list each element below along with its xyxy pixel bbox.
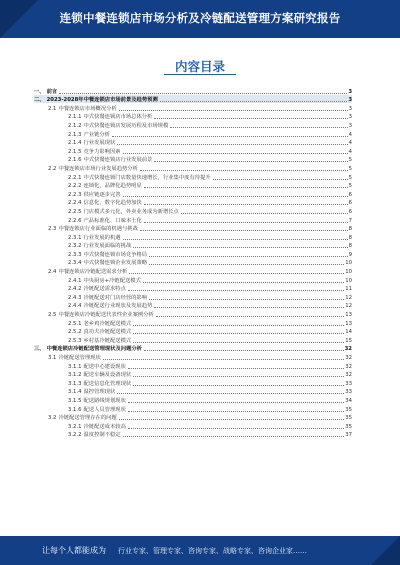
toc-entry[interactable] [34, 181, 352, 190]
toc-entry-title: 中式快餐连锁店市场总体分析 [83, 114, 153, 121]
toc-entry-title: 中餐连锁店冷链配送需求分析 [58, 269, 128, 276]
toc-entry-number: 2.1.4 [68, 140, 82, 147]
toc-entry-number: 3.1 [48, 355, 57, 361]
toc-entry-number: 2.5.3 [68, 337, 82, 344]
toc-entry-title: 产业链分析 [83, 131, 110, 138]
toc-entry-title: 信息化、数字化趋势加快 [83, 200, 142, 207]
toc-entry-number: 3.2.2 [68, 432, 82, 439]
footer-corner-decoration [371, 536, 400, 565]
toc-entry-page-number: 33 [345, 380, 352, 387]
toc-entry-title: 前言 [46, 88, 58, 95]
toc-leader-dots [133, 385, 344, 386]
toc-entry-number: 2.1.5 [68, 148, 82, 155]
toc-entry-number: 3.1.5 [68, 397, 82, 404]
toc-entry[interactable] [34, 344, 352, 353]
toc-entry[interactable] [34, 249, 352, 258]
toc-heading: 内容目录 [174, 59, 225, 74]
toc-entry-page-number: 12 [345, 294, 352, 301]
toc-entry[interactable] [34, 335, 352, 344]
toc-entry-page-number: 15 [345, 337, 352, 344]
toc-entry-title: 冷链配送管理存在的问题 [58, 415, 117, 422]
toc-entry-title: 冷链配送对门店经营的影响 [83, 294, 148, 301]
toc-entry[interactable] [34, 413, 352, 422]
toc-entry-page-number: 5 [348, 165, 352, 172]
toc-entry-title: 冷链配送行业现状及发展趋势 [83, 303, 153, 310]
toc-leader-dots [133, 342, 344, 343]
toc-entry-page-number: 37 [345, 432, 352, 439]
toc-entry-number: 3.1.1 [68, 363, 82, 370]
toc-entry-page-number: 9 [348, 251, 352, 258]
toc-entry-number: 2.3.3 [68, 251, 82, 258]
toc-leader-dots [129, 273, 344, 274]
toc-entry-title: 中式快餐连锁门店数量快速增长，行业集中度有待提升 [83, 174, 211, 181]
toc-entry-page-number: 6 [348, 208, 352, 215]
toc-entry[interactable] [34, 370, 352, 379]
toc-entry-title: 配送路线规划现状 [83, 397, 126, 404]
toc-entry-number: 2.5.1 [68, 320, 82, 327]
toc-entry[interactable] [34, 189, 352, 198]
toc-entry-page-number: 13 [345, 320, 352, 327]
toc-entry-page-number: 8 [348, 226, 352, 233]
toc-entry-page-number: 4 [348, 148, 352, 155]
toc-entry[interactable] [34, 95, 352, 104]
toc-leader-dots [154, 161, 347, 162]
toc-entry-number: 2.4.3 [68, 294, 82, 301]
toc-entry[interactable] [34, 387, 352, 396]
toc-leader-dots [123, 196, 348, 197]
toc-entry-number: 一、 [34, 88, 45, 95]
toc-entry[interactable] [34, 138, 352, 147]
toc-entry[interactable] [34, 86, 352, 95]
toc-entry-number: 2.1.6 [68, 157, 82, 164]
toc-leader-dots [154, 118, 347, 119]
toc-leader-dots [59, 93, 347, 94]
toc-entry-title: 冷链配送需求特点 [83, 286, 126, 293]
toc-entry-number: 2.2.3 [68, 191, 82, 198]
footer-tagline: 行业专家、管理专家、咨询专家、战略专家、咨询企业家…… [118, 547, 307, 555]
toc-entry[interactable] [34, 318, 352, 327]
toc-entry-page-number: 10 [345, 277, 352, 284]
report-title: 连锁中餐连锁店市场分析及冷链配送管理方案研究报告 [59, 11, 341, 25]
toc-entry-page-number: 33 [345, 389, 352, 396]
toc-leader-dots [144, 222, 348, 223]
toc-entry[interactable] [34, 404, 352, 413]
footer-slogan: 让每个人都能成为 [42, 546, 106, 555]
toc-entry-title: 配送人员管理现状 [83, 406, 126, 413]
toc-leader-dots [149, 256, 348, 257]
toc-entry-page-number: 34 [345, 397, 352, 404]
toc-entry[interactable] [34, 301, 352, 310]
toc-entry-title: 冷链配送成本较高 [83, 423, 126, 430]
toc-entry-number: 2.2.5 [68, 208, 82, 215]
toc-entry[interactable] [34, 378, 352, 387]
toc-leader-dots [170, 127, 347, 128]
toc-entry[interactable] [34, 103, 352, 112]
toc-entry-page-number: 32 [344, 346, 352, 353]
toc-entry-number: 2.1.2 [68, 122, 82, 129]
toc-leader-dots [149, 264, 344, 265]
toc-entry-title: 配送车辆及设备现状 [83, 372, 132, 379]
toc-entry-page-number: 5 [348, 174, 352, 181]
toc-entry-number: 2.2.4 [68, 200, 82, 207]
toc-entry[interactable] [34, 258, 352, 267]
toc-entry[interactable] [34, 292, 352, 301]
toc-entry-page-number: 35 [345, 423, 352, 430]
toc-entry-title: 中央厨房+冷链配送模式 [83, 277, 141, 284]
toc-leader-dots [128, 428, 344, 429]
toc-leader-dots [140, 170, 348, 171]
toc-entry[interactable] [34, 206, 352, 215]
toc-leader-dots [117, 144, 347, 145]
toc-entry-page-number: 5 [348, 183, 352, 190]
toc-entry-page-number: 11 [345, 286, 352, 293]
toc-leader-dots [123, 239, 348, 240]
toc-entry-title: 行业发展的机遇 [83, 234, 121, 241]
toc-entry[interactable] [34, 352, 352, 361]
toc-entry-title: 竞争力影响因素 [83, 148, 121, 155]
toc-entry-title: 中餐连锁店冷链配送管理现状及问题分析 [46, 346, 142, 353]
toc-entry-number: 3.2.1 [68, 423, 82, 430]
toc-leader-dots [119, 110, 348, 111]
toc-entry-page-number: 35 [345, 406, 352, 413]
toc-leader-dots [160, 101, 348, 102]
toc-entry[interactable] [34, 215, 352, 224]
toc-entry-title: 产品标准化、口味本土化 [83, 217, 142, 224]
toc-leader-dots [133, 333, 344, 334]
toc-entry-number: 3.1.3 [68, 380, 82, 387]
toc-entry-number: 2.3.4 [68, 260, 82, 267]
toc-entry-page-number: 10 [345, 260, 352, 267]
toc-entry-page-number: 32 [345, 355, 352, 361]
toc-entry[interactable] [34, 327, 352, 336]
toc-leader-dots [123, 153, 348, 154]
toc-entry-page-number: 14 [345, 329, 352, 336]
toc-entry-page-number: 3 [348, 105, 352, 112]
toc-entry-title: 中餐连锁店市场概况分析 [58, 105, 117, 112]
toc-entry-title: 2023-2028年中餐连锁店市场前景及趋势预测 [46, 97, 158, 104]
toc-entry-number: 2.2.1 [68, 174, 82, 181]
toc-entry-title: 供应链逐步完善 [83, 191, 121, 198]
toc-leader-dots [143, 282, 344, 283]
toc-entry-title: 连锁化、品牌化趋势明显 [83, 183, 142, 190]
toc-entry-number: 2.1 [48, 105, 57, 112]
toc-entry-number: 2.2.6 [68, 217, 82, 224]
toc-entry[interactable] [34, 361, 352, 370]
toc-entry-number: 3.1.4 [68, 389, 82, 396]
toc-entry-title: 温控管理现状 [83, 389, 116, 396]
toc-leader-dots [133, 247, 347, 248]
toc-entry-page-number: 3 [348, 97, 352, 104]
toc-leader-dots [128, 402, 344, 403]
toc-leader-dots [140, 230, 348, 231]
toc-entry[interactable] [34, 430, 352, 439]
toc-entry-title: 乡村基冷链配送模式 [83, 337, 132, 344]
toc-entry-page-number: 3 [348, 114, 352, 121]
toc-leader-dots [119, 419, 345, 420]
toc-leader-dots [213, 179, 348, 180]
toc-leader-dots [112, 136, 348, 137]
toc-leader-dots [133, 376, 344, 377]
toc-entry-title: 真功夫冷链配送模式 [83, 329, 132, 336]
toc-entry[interactable] [34, 120, 352, 129]
toc-leader-dots [128, 411, 344, 412]
toc-entry-page-number: 4 [348, 140, 352, 147]
toc-entry-page-number: 3 [348, 88, 352, 95]
toc-entry-number: 3.2 [48, 415, 57, 422]
toc-entry-title: 中餐连锁店行业面临的机遇与挑战 [58, 226, 138, 233]
toc-entry-number: 2.4.2 [68, 286, 82, 293]
table-of-contents [34, 86, 352, 438]
toc-entry-page-number: 35 [345, 415, 352, 422]
toc-entry[interactable] [34, 112, 352, 121]
toc-entry[interactable] [34, 146, 352, 155]
toc-entry[interactable] [34, 155, 352, 164]
toc-entry[interactable] [34, 241, 352, 250]
toc-leader-dots [128, 368, 344, 369]
toc-entry-number: 2.1.1 [68, 114, 82, 121]
toc-entry[interactable] [34, 395, 352, 404]
toc-entry-title: 中餐连锁店市场行业发展趋势分析 [58, 165, 138, 172]
toc-entry[interactable] [34, 284, 352, 293]
toc-entry-title: 中式快餐连锁市场竞争格局 [83, 251, 148, 258]
toc-entry-title: 中式快餐连锁店行业发展前景 [83, 157, 153, 164]
toc-entry-title: 老乡鸡冷链配送模式 [83, 320, 132, 327]
toc-leader-dots [128, 290, 344, 291]
toc-entry-title: 行业发展现状 [83, 140, 116, 147]
toc-entry[interactable] [34, 198, 352, 207]
toc-entry-page-number: 8 [348, 234, 352, 241]
toc-entry-title: 门店模式多元化，外卖业务成为新增长点 [83, 208, 179, 215]
toc-leader-dots [133, 325, 344, 326]
toc-entry-page-number: 5 [348, 157, 352, 164]
toc-leader-dots [144, 350, 344, 351]
toc-leader-dots [144, 187, 348, 188]
toc-entry-title: 冷链配送管理现状 [58, 355, 101, 361]
toc-leader-dots [103, 359, 344, 360]
toc-entry-title: 中式快餐连锁店发展历程及市场规模 [83, 122, 169, 129]
toc-entry-page-number: 8 [348, 243, 352, 250]
toc-heading-underline [164, 74, 236, 75]
toc-leader-dots [117, 393, 344, 394]
toc-entry-title: 配送中心建设现状 [83, 363, 126, 370]
toc-entry-title: 中餐连锁店冷链配送代表性企业案例分析 [58, 312, 154, 319]
toc-entry-title: 行业发展面临的挑战 [83, 243, 132, 250]
toc-entry-number: 3.1.2 [68, 372, 82, 379]
toc-entry-title: 中式快餐连锁企业发展策略 [83, 260, 148, 267]
toc-entry[interactable] [34, 421, 352, 430]
toc-entry-title: 配送信息化管理现状 [83, 380, 132, 387]
toc-entry[interactable] [34, 224, 352, 233]
toc-leader-dots [181, 213, 348, 214]
toc-entry-number: 三、 [34, 346, 45, 353]
toc-entry[interactable] [34, 275, 352, 284]
toc-entry-page-number: 7 [348, 217, 352, 224]
toc-entry[interactable] [34, 232, 352, 241]
toc-entry[interactable] [34, 129, 352, 138]
toc-entry-page-number: 10 [345, 269, 352, 276]
toc-entry-number: 2.5 [48, 312, 57, 319]
toc-leader-dots [154, 307, 344, 308]
page-footer [0, 536, 400, 565]
toc-entry-page-number: 13 [345, 312, 352, 319]
toc-leader-dots [144, 204, 348, 205]
toc-entry-number: 2.4 [48, 269, 57, 276]
toc-entry-number: 3.1.6 [68, 406, 82, 413]
toc-entry-number: 2.2 [48, 165, 57, 172]
toc-entry[interactable] [34, 163, 352, 172]
toc-entry-number: 2.3.2 [68, 243, 82, 250]
toc-entry-page-number: 6 [348, 200, 352, 207]
toc-entry[interactable] [34, 172, 352, 181]
toc-entry-number: 2.4.4 [68, 303, 82, 310]
toc-entry[interactable] [34, 309, 352, 318]
toc-entry-page-number: 32 [345, 372, 352, 379]
toc-entry-number: 2.3.1 [68, 234, 82, 241]
toc-leader-dots [123, 436, 345, 437]
toc-leader-dots [156, 316, 344, 317]
toc-leader-dots [149, 299, 344, 300]
toc-entry-number: 二、 [34, 97, 45, 104]
page-header [0, 0, 400, 38]
toc-entry-number: 2.4.1 [68, 277, 82, 284]
toc-entry[interactable] [34, 266, 352, 275]
toc-entry-number: 2.3 [48, 226, 57, 233]
toc-entry-page-number: 12 [345, 303, 352, 310]
toc-entry-page-number: 4 [348, 131, 352, 138]
toc-entry-page-number: 3 [348, 122, 352, 129]
toc-entry-page-number: 6 [348, 191, 352, 198]
toc-entry-title: 温度控制不稳定 [83, 432, 121, 439]
toc-entry-number: 2.2.2 [68, 183, 82, 190]
toc-entry-number: 2.5.2 [68, 329, 82, 336]
toc-entry-number: 2.1.3 [68, 131, 82, 138]
toc-entry-page-number: 32 [345, 363, 352, 370]
